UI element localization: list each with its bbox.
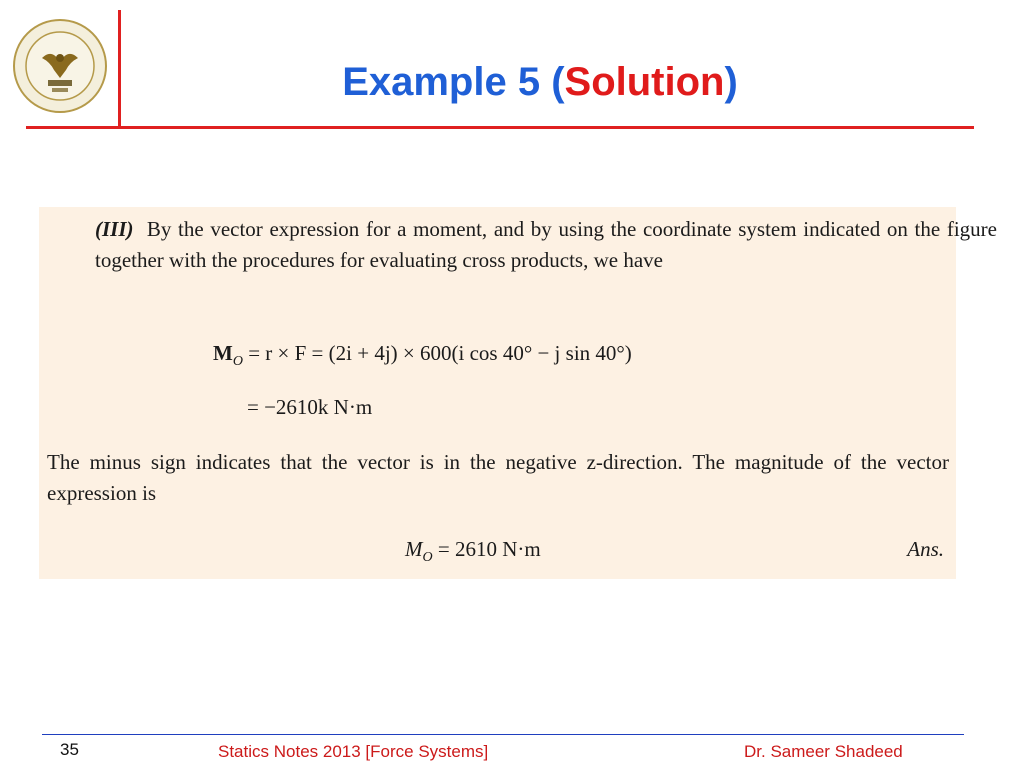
equation-moment-cross-product: $M_O = r \times F = (2i + 4j) \times 600(i$ cos 40° − j sin 40°) (213, 341, 632, 370)
paragraph-1-text: By the vector expression for a moment, and by using the coordinate system indicated on the figure together with the procedures for evaluating cross products, we have (95, 217, 997, 272)
equation-moment-magnitude: $M_O = 2610$ N·m (405, 537, 541, 566)
equation-moment-result: = −2610k N·m (247, 395, 373, 419)
title-part1: Example 5 ( (342, 60, 565, 104)
footer-rule (42, 734, 964, 735)
paragraph-2: The minus sign indicates that the vector is in the negative z-direction. The magnitude of the vector expression is (47, 450, 949, 505)
title-part3: ) (724, 60, 738, 104)
answer-label: Ans. (907, 537, 944, 561)
footer-course: Statics Notes 2013 [Force Systems] (218, 742, 489, 761)
footer-author: Dr. Sameer Shadeed (744, 742, 903, 761)
step-label: (III) (95, 217, 134, 241)
title-solution: Solution (564, 60, 725, 104)
page-number: 35 (60, 740, 79, 759)
slide-title (0, 60, 1024, 105)
solution-panel (39, 207, 997, 579)
paragraph-1 (47, 214, 997, 276)
header-horizontal-rule (26, 126, 974, 129)
